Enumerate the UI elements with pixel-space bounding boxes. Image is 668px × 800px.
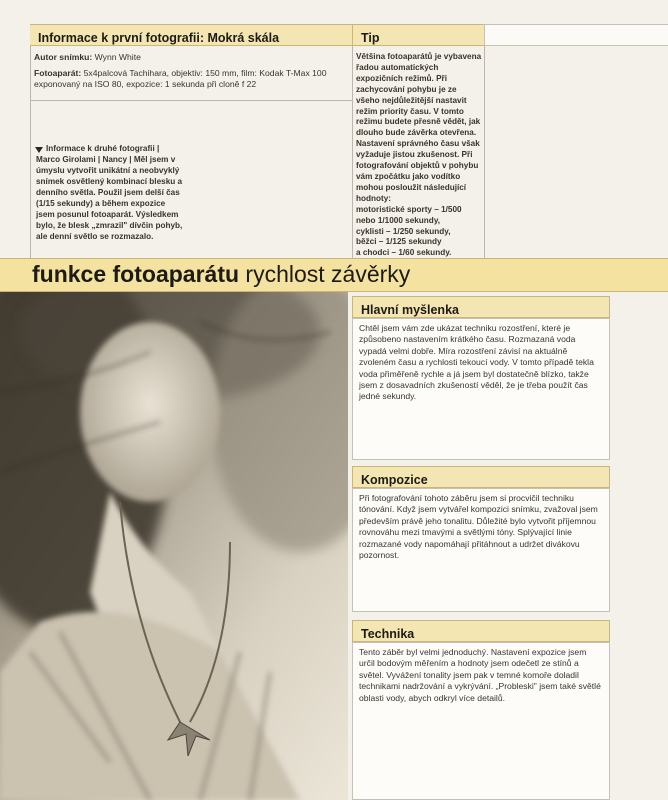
divider [484,46,485,258]
tip-value-2: nebo 1/1000 sekundy, [356,215,441,225]
technique-header [352,620,610,642]
second-photo-text: Informace k druhé fotografii | Marco Girolami | Nancy | Měl jsem v úmyslu vytvořit unikátní a neobvyklý snímek osvětlený kombinací blesku a denního světla. Použil jsem delší čas (1/15 sekundy) a během expozice jsem posunul fotoaparát. Výsledkem bylo, že blesk „zmrazil" dívčin pohyb, ale denní světlo se rozmazalo. [36,144,183,241]
info-title: Informace k první fotografii: Mokrá skála [38,31,280,45]
main-idea-title: Hlavní myšlenka [361,303,459,317]
camera-label: Fotoaparát: [34,68,82,78]
top-right-cell [484,24,668,46]
section-title-light: rychlost závěrky [245,261,411,287]
composition-panel [352,488,610,612]
composition-title: Kompozice [361,473,428,487]
divider [30,46,31,258]
main-photo [0,292,348,800]
section-title-band [0,258,668,292]
tip-value-4: běžci – 1/125 sekundy [356,237,442,247]
camera-value: 5x4palcová Tachihara, objektiv: 150 mm, film: Kodak T-Max 100 exponovaný na ISO 80, expozice: 1 sekunda při cloně f 22 [34,68,327,90]
tip-value-1: motoristické sporty – 1/500 [356,204,462,214]
tip-value-5: a chodci – 1/60 sekundy. [356,248,452,258]
tip-header [352,24,484,46]
second-photo-info [36,143,184,242]
composition-header [352,466,610,488]
author-value: Wynn White [94,52,141,62]
divider [30,100,352,101]
info-header [30,24,352,46]
tip-value-3: cyklisti – 1/250 sekundy, [356,226,451,236]
tip-body [356,52,482,259]
section-title-bold: funkce fotoaparátu [32,261,240,287]
main-idea-panel [352,318,610,460]
technique-panel [352,642,610,800]
main-idea-text: Chtěl jsem vám zde ukázat techniku rozostření, které je způsobeno nastavením krátkého času. Rozmazaná voda vypadá velmi dobře. Míra rozostření závisí na aktuálně zvoleném času a rychlosti tekoucí vody. V tomto případě tekla voda přiměřeně rychle a já jsem byl dostatečně blízko, takže jsem z dosavadních zkušeností věděl, že je třeba použít čas jedné sekundy. [359,323,594,402]
author-label: Autor snímku: [34,52,93,62]
composition-text: Při fotografování tohoto záběru jsem si procvičil techniku tónování. Když jsem vytvářel kompozici snímku, zvažoval jsem především právě jeho tonalitu. Důležité bylo vytvořit příjemnou rovnováhu mezi tmavými a světlými tóny. Splývající linie rozmazané vody napomáhají přitáhnout a udržet divákovu pozornost. [359,493,598,561]
main-idea-header [352,296,610,318]
section-title [32,261,410,288]
tip-text: Většina fotoaparátů je vybavena řadou automatických expozičních režimů. Při zachycování pohybu je ze všeho nejdůležitější nastavit režim priority času. V tomto režimu budete přesně vědět, jak dlouho bude závěrka otevřena. Nastavení správného času však vyžaduje jistou zkušenost. Při fotografování objektů v pohybu vám zpočátku jako vodítko mohou posloužit následující hodnoty: [356,52,482,203]
camera-line [34,68,350,91]
technique-text: Tento záběr byl velmi jednoduchý. Nastavení expozice jsem určil bodovým měřením a hodnoty jsem odečetl ze stínů a světel. Vyvážení tonality jsem pak v temné komoře doladil technikami nadržování a vykrývání. „Probleski" jsem také světlé oblasti vody, abych odkryl více detailů. [359,647,601,703]
photo-illustration [0,292,348,800]
author-line [34,52,348,63]
technique-title: Technika [361,627,415,641]
divider [352,46,353,258]
tip-title: Tip [361,31,380,45]
